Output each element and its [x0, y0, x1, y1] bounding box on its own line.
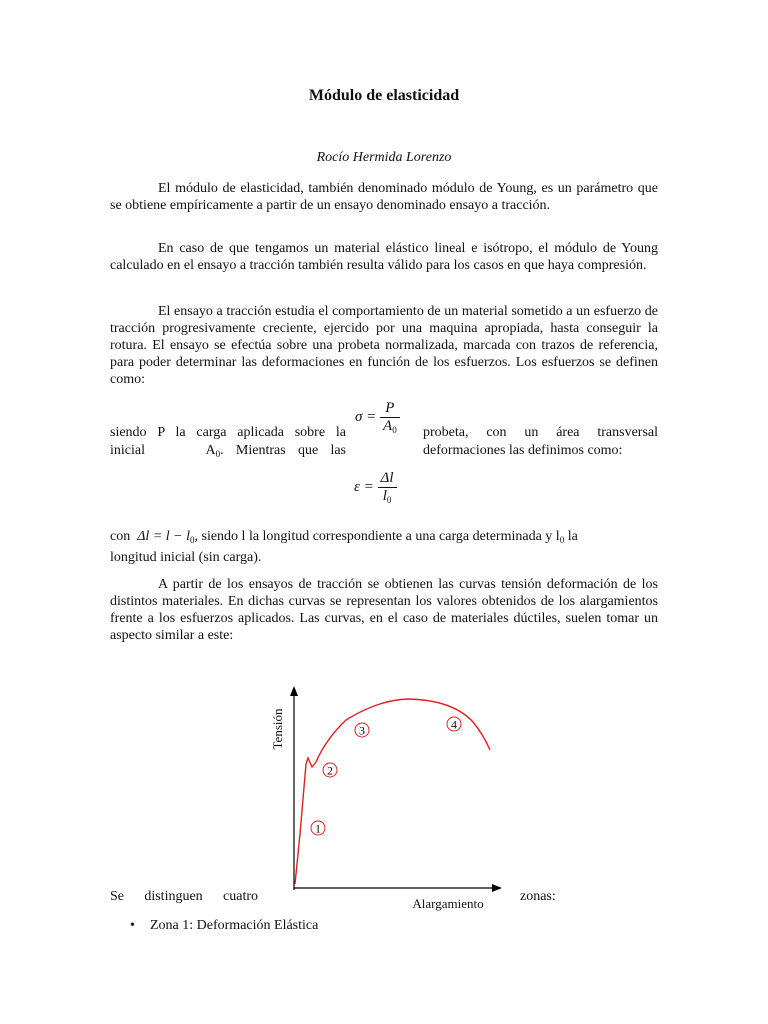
author-name: Rocío Hermida Lorenzo [316, 150, 452, 165]
y-axis-label: Tensión [270, 708, 285, 750]
list-item-text: Zona 1: Deformación Elástica [150, 918, 319, 933]
zone-label-2: 2 [327, 763, 333, 778]
sigma-right-text [423, 424, 658, 460]
sigma-left-line-2: inicial $A_0$. Mientras que las [110, 443, 346, 459]
zone-marker-2 [323, 763, 337, 778]
sigma-left-line-1: siendo P la carga aplicada sobre la [110, 425, 346, 440]
paragraph-4: con $\Delta l = l - l_0$, siendo l la longitud correspondiente a una carga determinada y $l_0$ la longitud inicial (sin carga). [110, 529, 578, 565]
page-title: Módulo de elasticidad [308, 87, 460, 104]
epsilon-formula: ε = $\frac{\Delta l}{l_0}$ [354, 470, 397, 505]
zone-label-4: 4 [451, 717, 457, 732]
x-axis-arrow [492, 884, 502, 892]
paragraph-2: En caso de que tengamos un material elástico lineal e isótropo, el módulo de Young calculado en el ensayo a tracción también resulta válido para los casos en que haya compresión. [110, 241, 658, 273]
paragraph-3: El ensayo a tracción estudia el comportamiento de un material sometido a un esfuerzo de tracción progresivamente creciente, ejercido por una maquina apropiada, hasta conseguir la rotura. El ensayo se efectúa sobre una probeta normalizada, marcada con trazos de referencia, para poder determinar las deformaciones en función de los esfuerzos. Los esfuerzos se definen como: [110, 304, 658, 387]
y-axis-arrow [290, 686, 298, 696]
zone-marker-1 [311, 821, 325, 836]
bullet-icon: • [130, 918, 135, 933]
zone-label-3: 3 [359, 723, 365, 738]
sigma-formula: σ = $\frac{P}{A_0}$ [355, 400, 400, 435]
sigma-right-line-1: probeta, con un área transversal [423, 425, 658, 440]
zones-line-left: Se distinguen cuatro [110, 889, 258, 904]
x-axis-label: Alargamiento [412, 896, 484, 911]
zone-label-1: 1 [315, 821, 321, 836]
sigma-right-line-2: deformaciones las definimos como: [423, 443, 623, 458]
sigma-left-text [110, 424, 346, 463]
zone-marker-4 [447, 717, 461, 732]
paragraph-5: A partir de los ensayos de tracción se obtienen las curvas tensión deformación de los distintos materiales. En dichas curvas se representan los valores obtenidos de los alargamientos frente a los esfuerzos aplicados. Las curvas, en el caso de materiales dúctiles, suelen tomar un aspecto similar a este: [110, 577, 658, 643]
zones-line-right: zonas: [520, 889, 556, 904]
paragraph-1: El módulo de elasticidad, también denominado módulo de Young, es un parámetro que se obtiene empíricamente a partir de un ensayo denominado ensayo a tracción. [110, 181, 658, 213]
stress-strain-chart [268, 684, 508, 914]
list-item [130, 918, 318, 934]
zone-marker-3 [355, 723, 369, 738]
delta-l-expression: Δl = l − l [137, 529, 190, 544]
